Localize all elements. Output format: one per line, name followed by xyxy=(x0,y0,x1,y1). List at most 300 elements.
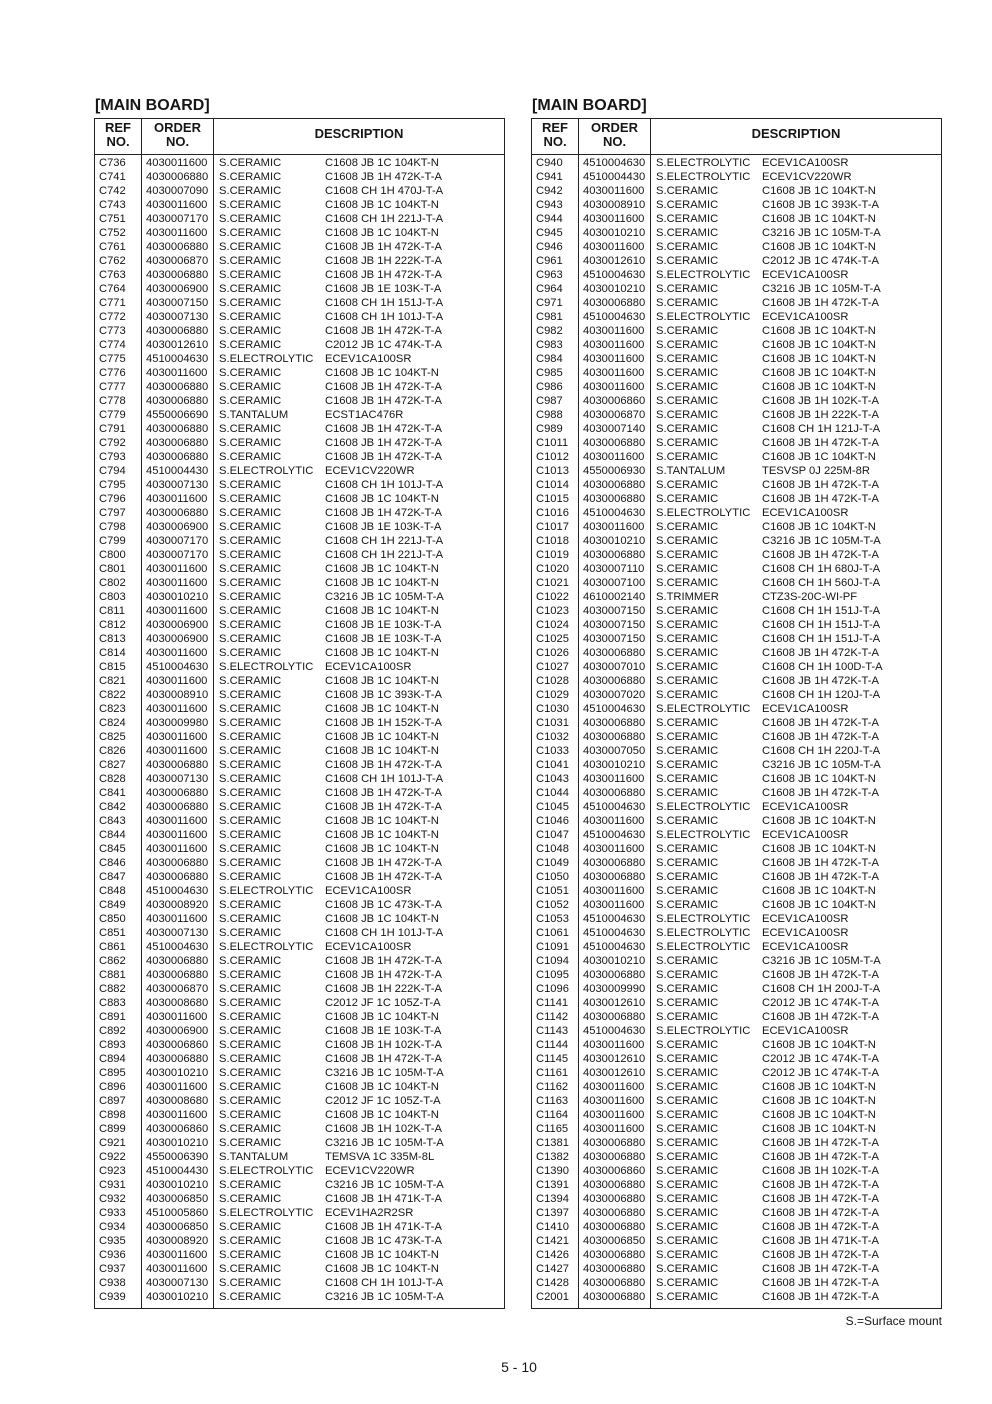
order-no-cell: 4030006880 xyxy=(583,1291,646,1303)
ref-no-cell: C851 xyxy=(99,927,126,939)
part-type-cell: S.CERAMIC xyxy=(656,563,719,575)
ref-no-cell: C882 xyxy=(99,983,126,995)
parts-list-left xyxy=(94,0,505,1310)
order-no-cell: 4030006880 xyxy=(583,1193,646,1205)
table-row xyxy=(532,310,941,324)
order-no-cell: 4030011600 xyxy=(583,521,645,533)
table-row xyxy=(95,450,504,464)
part-type-cell: S.CERAMIC xyxy=(219,1291,282,1303)
table-row xyxy=(532,394,941,408)
table-row xyxy=(532,1052,941,1066)
ref-no-cell: C989 xyxy=(536,423,563,435)
ref-no-cell: C942 xyxy=(536,185,563,197)
table-row xyxy=(532,1080,941,1094)
ref-no-cell: C1162 xyxy=(536,1081,569,1093)
table-row xyxy=(532,828,941,842)
part-value-cell: C2012 JB 1C 474K-T-A xyxy=(762,997,879,1009)
table-row xyxy=(95,1192,504,1206)
order-no-cell: 4030008680 xyxy=(146,997,209,1009)
part-type-cell: S.CERAMIC xyxy=(656,1123,719,1135)
order-no-cell: 4510004630 xyxy=(583,311,646,323)
ref-no-cell: C1030 xyxy=(536,703,569,715)
part-value-cell: C1608 JB 1H 102K-T-A xyxy=(762,395,879,407)
part-type-cell: S.CERAMIC xyxy=(656,675,719,687)
ref-no-cell: C1011 xyxy=(536,437,569,449)
order-no-cell: 4510004630 xyxy=(583,703,646,715)
ref-no-cell: C939 xyxy=(99,1291,126,1303)
order-no-cell: 4030010210 xyxy=(583,759,646,771)
part-value-cell: C1608 JB 1H 472K-T-A xyxy=(762,1137,879,1149)
ref-no-cell: C1044 xyxy=(536,787,569,799)
order-no-cell: 4030006900 xyxy=(146,633,209,645)
part-type-cell: S.CERAMIC xyxy=(656,843,719,855)
table-row xyxy=(532,744,941,758)
table-row xyxy=(532,926,941,940)
table-row xyxy=(95,898,504,912)
part-value-cell: C1608 JB 1C 104KT-N xyxy=(762,773,876,785)
table-row xyxy=(95,310,504,324)
ref-no-cell: C2001 xyxy=(536,1291,569,1303)
ref-no-cell: C945 xyxy=(536,227,563,239)
table-row xyxy=(95,982,504,996)
order-no-cell: 4030007150 xyxy=(583,605,646,617)
part-value-cell: ECEV1CA100SR xyxy=(762,157,849,169)
order-no-cell: 4030012610 xyxy=(583,997,646,1009)
ref-no-cell: C986 xyxy=(536,381,563,393)
ref-no-cell: C1026 xyxy=(536,647,569,659)
table-row xyxy=(95,408,504,422)
table-row xyxy=(532,1290,941,1304)
part-value-cell: C3216 JB 1C 105M-T-A xyxy=(762,955,881,967)
part-value-cell: ECEV1CA100SR xyxy=(762,507,849,519)
table-row xyxy=(532,800,941,814)
order-no-cell: 4030011600 xyxy=(146,577,208,589)
part-type-cell: S.CERAMIC xyxy=(219,857,282,869)
table-row xyxy=(532,268,941,282)
table-row xyxy=(532,436,941,450)
table-row xyxy=(532,646,941,660)
part-value-cell: C1608 CH 1H 121J-T-A xyxy=(762,423,881,435)
order-no-cell: 4030008920 xyxy=(146,1235,209,1247)
part-value-cell: C1608 JB 1C 104KT-N xyxy=(325,1249,439,1261)
order-no-cell: 4030011600 xyxy=(146,563,208,575)
part-value-cell: ECEV1CA100SR xyxy=(762,269,849,281)
part-type-cell: S.CERAMIC xyxy=(656,577,719,589)
part-type-cell: S.CERAMIC xyxy=(656,1235,719,1247)
part-value-cell: C1608 JB 1H 472K-T-A xyxy=(325,171,442,183)
table-row xyxy=(95,1276,504,1290)
ref-no-cell: C861 xyxy=(99,941,126,953)
part-type-cell: S.CERAMIC xyxy=(219,241,282,253)
part-type-cell: S.CERAMIC xyxy=(656,241,719,253)
order-no-cell: 4030006880 xyxy=(583,437,646,449)
ref-no-cell: C1144 xyxy=(536,1039,569,1051)
table-row xyxy=(532,1234,941,1248)
order-no-cell: 4030009990 xyxy=(583,983,646,995)
table-row xyxy=(532,1178,941,1192)
order-no-cell: 4030006880 xyxy=(146,801,209,813)
order-no-cell: 4030006880 xyxy=(583,871,646,883)
ref-no-cell: C779 xyxy=(99,409,126,421)
part-type-cell: S.CERAMIC xyxy=(219,521,282,533)
order-no-cell: 4030006880 xyxy=(146,451,209,463)
order-no-cell: 4030011600 xyxy=(583,1123,645,1135)
order-no-cell: 4030011600 xyxy=(583,381,645,393)
part-type-cell: S.CERAMIC xyxy=(219,185,282,197)
part-type-cell: S.CERAMIC xyxy=(219,255,282,267)
part-value-cell: C1608 JB 1H 472K-T-A xyxy=(325,269,442,281)
ref-no-cell: C941 xyxy=(536,171,563,183)
part-value-cell: C1608 JB 1H 472K-T-A xyxy=(325,871,442,883)
part-type-cell: S.CERAMIC xyxy=(219,913,282,925)
order-no-cell: 4030007170 xyxy=(146,535,209,547)
order-no-cell: 4030008680 xyxy=(146,1095,209,1107)
table-row xyxy=(95,156,504,170)
ref-no-cell: C791 xyxy=(99,423,126,435)
part-value-cell: C1608 JB 1C 104KT-N xyxy=(762,381,876,393)
header-ref-no xyxy=(95,121,141,149)
part-type-cell: S.CERAMIC xyxy=(219,157,282,169)
part-type-cell: S.ELECTROLYTIC xyxy=(656,507,751,519)
header-ref-no xyxy=(532,121,578,149)
order-no-cell: 4030011600 xyxy=(583,1039,645,1051)
part-value-cell: C1608 JB 1H 472K-T-A xyxy=(325,325,442,337)
table-row xyxy=(95,478,504,492)
part-value-cell: C1608 JB 1H 472K-T-A xyxy=(762,1249,879,1261)
order-no-cell: 4030006880 xyxy=(583,647,646,659)
order-no-cell: 4030008910 xyxy=(146,689,209,701)
part-type-cell: S.TRIMMER xyxy=(656,591,719,603)
part-value-cell: C1608 JB 1C 104KT-N xyxy=(325,1109,439,1121)
order-no-cell: 4510004430 xyxy=(146,465,209,477)
order-no-cell: 4030007020 xyxy=(583,689,646,701)
ref-no-cell: C1031 xyxy=(536,717,569,729)
part-value-cell: C1608 JB 1C 104KT-N xyxy=(325,493,439,505)
ref-no-cell: C1143 xyxy=(536,1025,569,1037)
part-type-cell: S.ELECTROLYTIC xyxy=(656,1025,751,1037)
ref-no-cell: C1161 xyxy=(536,1067,569,1079)
order-no-cell: 4030011600 xyxy=(583,213,645,225)
ref-no-cell: C921 xyxy=(99,1137,126,1149)
order-no-cell: 4550006690 xyxy=(146,409,209,421)
part-type-cell: S.CERAMIC xyxy=(219,437,282,449)
part-type-cell: S.CERAMIC xyxy=(656,1277,719,1289)
part-value-cell: C1608 JB 1C 104KT-N xyxy=(325,829,439,841)
header-order-no xyxy=(142,121,213,149)
part-type-cell: S.CERAMIC xyxy=(656,1165,719,1177)
table-row xyxy=(532,898,941,912)
ref-no-cell: C777 xyxy=(99,381,126,393)
part-value-cell: C1608 CH 1H 221J-T-A xyxy=(325,535,444,547)
order-no-cell: 4030006880 xyxy=(583,493,646,505)
part-type-cell: S.CERAMIC xyxy=(656,969,719,981)
part-value-cell: C1608 JB 1H 222K-T-A xyxy=(325,255,442,267)
part-type-cell: S.CERAMIC xyxy=(656,325,719,337)
table-row xyxy=(95,562,504,576)
ref-no-cell: C751 xyxy=(99,213,126,225)
ref-no-cell: C1052 xyxy=(536,899,569,911)
order-no-cell: 4030006850 xyxy=(146,1221,209,1233)
part-type-cell: S.CERAMIC xyxy=(656,297,719,309)
part-value-cell: C1608 JB 1H 472K-T-A xyxy=(325,423,442,435)
part-value-cell: C1608 JB 1C 104KT-N xyxy=(325,157,439,169)
header-order-line1: ORDER xyxy=(591,120,638,135)
table-row xyxy=(532,198,941,212)
part-value-cell: C3216 JB 1C 105M-T-A xyxy=(762,283,881,295)
order-no-cell: 4030012610 xyxy=(583,1053,646,1065)
order-no-cell: 4030006880 xyxy=(146,787,209,799)
ref-no-cell: C943 xyxy=(536,199,563,211)
part-type-cell: S.CERAMIC xyxy=(656,1081,719,1093)
ref-no-cell: C827 xyxy=(99,759,126,771)
part-type-cell: S.ELECTROLYTIC xyxy=(656,801,751,813)
order-no-cell: 4030006880 xyxy=(583,1249,646,1261)
part-type-cell: S.CERAMIC xyxy=(656,549,719,561)
part-type-cell: S.CERAMIC xyxy=(219,927,282,939)
table-row xyxy=(532,492,941,506)
part-type-cell: S.CERAMIC xyxy=(656,1067,719,1079)
order-no-cell: 4030006880 xyxy=(146,381,209,393)
order-no-cell: 4510004630 xyxy=(146,885,209,897)
part-value-cell: C1608 JB 1H 222K-T-A xyxy=(325,983,442,995)
ref-no-cell: C1421 xyxy=(536,1235,569,1247)
order-no-cell: 4030006880 xyxy=(583,297,646,309)
ref-no-cell: C932 xyxy=(99,1193,126,1205)
part-value-cell: C1608 JB 1C 104KT-N xyxy=(325,731,439,743)
ref-no-cell: C923 xyxy=(99,1165,126,1177)
table-row xyxy=(532,1024,941,1038)
table-row xyxy=(532,968,941,982)
table-row xyxy=(95,1080,504,1094)
part-type-cell: S.CERAMIC xyxy=(656,731,719,743)
part-value-cell: C3216 JB 1C 105M-T-A xyxy=(325,1179,444,1191)
ref-no-cell: C822 xyxy=(99,689,126,701)
part-type-cell: S.CERAMIC xyxy=(656,283,719,295)
part-value-cell: C1608 JB 1C 104KT-N xyxy=(325,1263,439,1275)
order-no-cell: 4030007130 xyxy=(146,311,209,323)
part-type-cell: S.CERAMIC xyxy=(219,535,282,547)
ref-no-cell: C794 xyxy=(99,465,126,477)
ref-no-cell: C946 xyxy=(536,241,563,253)
part-value-cell: C1608 JB 1E 103K-T-A xyxy=(325,1025,442,1037)
table-row xyxy=(95,1150,504,1164)
table-row xyxy=(95,198,504,212)
order-no-cell: 4030007170 xyxy=(146,213,209,225)
order-no-cell: 4030012610 xyxy=(583,1067,646,1079)
ref-no-cell: C984 xyxy=(536,353,563,365)
part-value-cell: TEMSVA 1C 335M-8L xyxy=(325,1151,435,1163)
part-type-cell: S.CERAMIC xyxy=(656,717,719,729)
table-row xyxy=(95,338,504,352)
table-row xyxy=(95,282,504,296)
table-row xyxy=(532,212,941,226)
table-row xyxy=(532,660,941,674)
part-value-cell: C1608 CH 1H 101J-T-A xyxy=(325,479,444,491)
order-no-cell: 4030011600 xyxy=(583,325,645,337)
part-value-cell: C1608 JB 1H 471K-T-A xyxy=(325,1221,442,1233)
table-row xyxy=(95,534,504,548)
table-row xyxy=(532,1192,941,1206)
part-type-cell: S.CERAMIC xyxy=(219,1039,282,1051)
part-type-cell: S.CERAMIC xyxy=(656,1137,719,1149)
order-no-cell: 4030007140 xyxy=(583,423,646,435)
ref-no-cell: C1391 xyxy=(536,1179,569,1191)
header-ref-line2: NO. xyxy=(106,134,130,149)
footnote: S.=Surface mount xyxy=(845,1314,942,1328)
order-no-cell: 4030011600 xyxy=(146,1081,208,1093)
table-row xyxy=(532,856,941,870)
order-no-cell: 4030011600 xyxy=(146,605,208,617)
order-no-cell: 4030006880 xyxy=(583,1263,646,1275)
table-row xyxy=(95,212,504,226)
order-no-cell: 4030006880 xyxy=(146,395,209,407)
part-value-cell: C1608 JB 1C 104KT-N xyxy=(762,885,876,897)
table-row xyxy=(95,842,504,856)
table-row xyxy=(95,968,504,982)
part-value-cell: C1608 CH 1H 101J-T-A xyxy=(325,311,444,323)
ref-no-cell: C938 xyxy=(99,1277,126,1289)
table-row xyxy=(532,982,941,996)
parts-table xyxy=(94,118,505,1309)
part-value-cell: C1608 JB 1H 472K-T-A xyxy=(325,241,442,253)
part-value-cell: C1608 JB 1E 103K-T-A xyxy=(325,521,442,533)
part-type-cell: S.ELECTROLYTIC xyxy=(656,157,751,169)
part-type-cell: S.CERAMIC xyxy=(219,773,282,785)
part-value-cell: C1608 JB 1H 472K-T-A xyxy=(762,479,879,491)
table-row xyxy=(532,1108,941,1122)
part-type-cell: S.TANTALUM xyxy=(656,465,726,477)
part-value-cell: C1608 JB 1H 472K-T-A xyxy=(762,969,879,981)
part-value-cell: ECEV1CA100SR xyxy=(762,941,849,953)
part-type-cell: S.CERAMIC xyxy=(219,1053,282,1065)
part-value-cell: C1608 CH 1H 680J-T-A xyxy=(762,563,881,575)
header-ref-line1: REF xyxy=(105,120,131,135)
part-value-cell: C1608 JB 1H 472K-T-A xyxy=(325,969,442,981)
ref-no-cell: C1163 xyxy=(536,1095,569,1107)
table-row xyxy=(95,1248,504,1262)
part-value-cell: C1608 JB 1H 472K-T-A xyxy=(762,647,879,659)
order-no-cell: 4030006880 xyxy=(583,1137,646,1149)
order-no-cell: 4030006880 xyxy=(146,759,209,771)
part-type-cell: S.CERAMIC xyxy=(219,647,282,659)
table-row xyxy=(95,394,504,408)
table-row xyxy=(532,576,941,590)
table-row xyxy=(532,590,941,604)
order-no-cell: 4030007090 xyxy=(146,185,209,197)
part-value-cell: C1608 JB 1H 472K-T-A xyxy=(762,1221,879,1233)
ref-no-cell: C1049 xyxy=(536,857,569,869)
order-no-cell: 4030007010 xyxy=(583,661,646,673)
ref-no-cell: C983 xyxy=(536,339,563,351)
part-value-cell: C1608 CH 1H 560J-T-A xyxy=(762,577,881,589)
table-row xyxy=(532,1248,941,1262)
ref-no-cell: C1410 xyxy=(536,1221,569,1233)
ref-no-cell: C898 xyxy=(99,1109,126,1121)
part-type-cell: S.CERAMIC xyxy=(656,689,719,701)
part-type-cell: S.CERAMIC xyxy=(219,1235,282,1247)
part-type-cell: S.ELECTROLYTIC xyxy=(219,941,314,953)
ref-no-cell: C841 xyxy=(99,787,126,799)
part-type-cell: S.CERAMIC xyxy=(219,1095,282,1107)
part-type-cell: S.CERAMIC xyxy=(656,759,719,771)
table-row xyxy=(532,1150,941,1164)
part-type-cell: S.CERAMIC xyxy=(656,1053,719,1065)
part-type-cell: S.CERAMIC xyxy=(219,815,282,827)
order-no-cell: 4030009980 xyxy=(146,717,209,729)
order-no-cell: 4030007150 xyxy=(583,619,646,631)
ref-no-cell: C1061 xyxy=(536,927,569,939)
part-value-cell: ECEV1CA100SR xyxy=(325,353,412,365)
table-row xyxy=(95,940,504,954)
ref-no-cell: C814 xyxy=(99,647,126,659)
ref-no-cell: C771 xyxy=(99,297,126,309)
ref-no-cell: C1043 xyxy=(536,773,569,785)
part-value-cell: C1608 JB 1H 472K-T-A xyxy=(762,437,879,449)
table-row xyxy=(95,1164,504,1178)
part-value-cell: C1608 JB 1C 104KT-N xyxy=(325,1081,439,1093)
part-value-cell: C1608 CH 1H 221J-T-A xyxy=(325,549,444,561)
ref-no-cell: C883 xyxy=(99,997,126,1009)
table-row xyxy=(532,1122,941,1136)
table-row xyxy=(532,604,941,618)
ref-no-cell: C1428 xyxy=(536,1277,569,1289)
part-type-cell: S.CERAMIC xyxy=(656,423,719,435)
ref-no-cell: C892 xyxy=(99,1025,126,1037)
ref-no-cell: C798 xyxy=(99,521,126,533)
part-value-cell: C1608 JB 1H 472K-T-A xyxy=(762,675,879,687)
part-type-cell: S.CERAMIC xyxy=(219,745,282,757)
table-row xyxy=(95,170,504,184)
order-no-cell: 4030010210 xyxy=(583,283,646,295)
table-row xyxy=(532,772,941,786)
part-value-cell: ECST1AC476R xyxy=(325,409,404,421)
table-row xyxy=(532,884,941,898)
part-value-cell: TESVSP 0J 225M-8R xyxy=(762,465,870,477)
part-value-cell: C1608 JB 1C 104KT-N xyxy=(325,675,439,687)
order-no-cell: 4510004630 xyxy=(583,269,646,281)
part-value-cell: ECEV1CA100SR xyxy=(762,801,849,813)
table-row xyxy=(95,1052,504,1066)
part-value-cell: C1608 JB 1C 104KT-N xyxy=(325,647,439,659)
part-value-cell: C1608 JB 1H 472K-T-A xyxy=(762,1151,879,1163)
order-no-cell: 4030010210 xyxy=(146,1179,209,1191)
order-no-cell: 4510004630 xyxy=(146,661,209,673)
ref-no-cell: C963 xyxy=(536,269,563,281)
part-type-cell: S.CERAMIC xyxy=(219,1011,282,1023)
order-no-cell: 4030006870 xyxy=(146,983,209,995)
order-no-cell: 4030006880 xyxy=(583,1151,646,1163)
order-no-cell: 4030007150 xyxy=(146,297,209,309)
part-type-cell: S.CERAMIC xyxy=(219,451,282,463)
ref-no-cell: C940 xyxy=(536,157,563,169)
part-value-cell: C1608 JB 1H 472K-T-A xyxy=(762,1179,879,1191)
part-value-cell: C1608 CH 1H 101J-T-A xyxy=(325,1277,444,1289)
header-ref-line1: REF xyxy=(542,120,568,135)
part-value-cell: C3216 JB 1C 105M-T-A xyxy=(762,535,881,547)
ref-no-cell: C792 xyxy=(99,437,126,449)
part-type-cell: S.CERAMIC xyxy=(656,871,719,883)
ref-no-cell: C1164 xyxy=(536,1109,569,1121)
table-row xyxy=(95,422,504,436)
order-no-cell: 4030011600 xyxy=(583,843,645,855)
table-row xyxy=(532,156,941,170)
order-no-cell: 4030006880 xyxy=(583,731,646,743)
table-row xyxy=(95,716,504,730)
order-no-cell: 4030011600 xyxy=(583,339,645,351)
part-type-cell: S.CERAMIC xyxy=(219,1277,282,1289)
ref-no-cell: C935 xyxy=(99,1235,126,1247)
part-value-cell: C1608 CH 1H 470J-T-A xyxy=(325,185,444,197)
